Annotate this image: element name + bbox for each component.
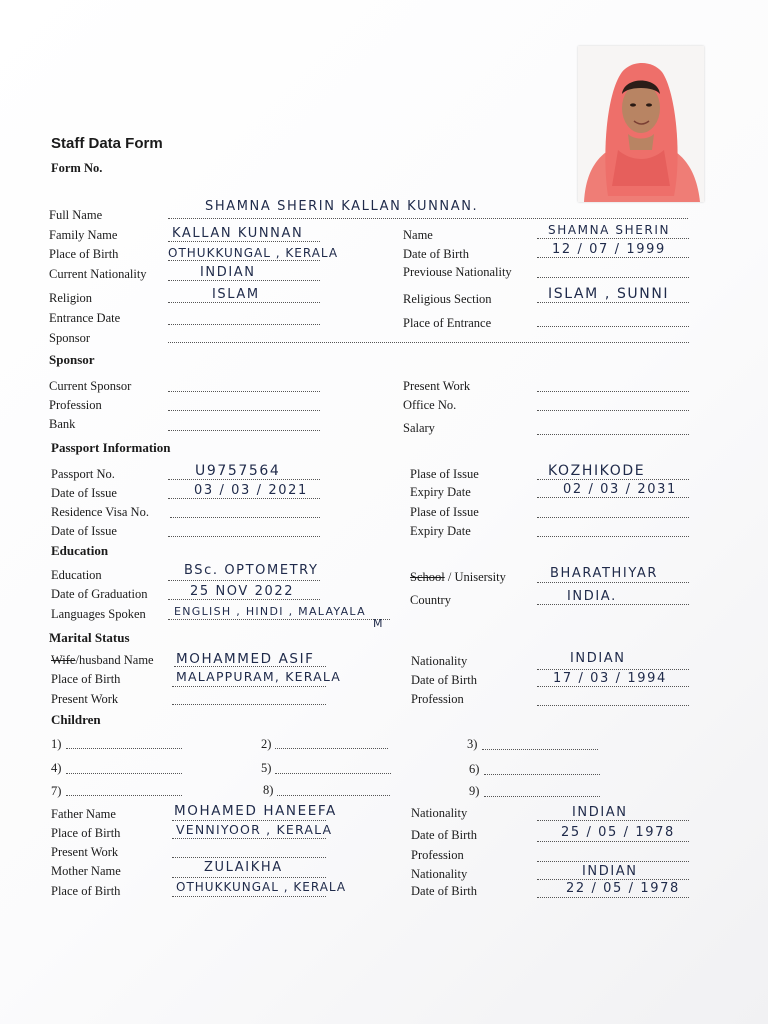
- university-label: [410, 570, 506, 585]
- child-5-label: 5): [261, 761, 272, 775]
- father-place-of-birth-line: [172, 838, 326, 839]
- residence-visa-no-line: [170, 517, 320, 518]
- husband-name-value: MOHAMMED ASIF: [176, 651, 315, 667]
- languages-spoken-label: Languages Spoken: [51, 607, 146, 621]
- date-of-graduation-line: [168, 599, 320, 600]
- date-of-issue-value: 03 / 03 / 2021: [194, 483, 308, 498]
- mother-name-label: Mother Name: [51, 864, 121, 878]
- country-label: Country: [410, 593, 451, 607]
- languages-spoken-line: [168, 619, 390, 620]
- bank-label: Bank: [49, 417, 76, 431]
- child-9-line: [484, 796, 600, 797]
- child-1-line: [66, 748, 182, 749]
- sponsor-line: [168, 342, 689, 343]
- bank-line: [168, 430, 320, 431]
- country-value: INDIA.: [567, 589, 617, 604]
- husband-nationality-value: INDIAN: [570, 651, 626, 666]
- father-name-value: MOHAMED HANEEFA: [174, 803, 337, 819]
- child-9-label: 9): [469, 784, 480, 798]
- child-8-label: 8): [263, 783, 274, 797]
- mother-place-of-birth-label: Place of Birth: [51, 884, 121, 898]
- education-line: [168, 580, 320, 581]
- languages-spoken-value: ENGLISH , HINDI , MALAYALA: [174, 605, 366, 618]
- university-line: [537, 582, 689, 583]
- child-1-label: 1): [51, 737, 62, 751]
- expiry-date-2-line: [537, 536, 689, 537]
- religion-label: Religion: [49, 291, 93, 305]
- husband-name-label-text: /husband Name: [75, 653, 154, 667]
- father-place-of-birth-value: VENNIYOOR , KERALA: [176, 822, 333, 837]
- entrance-date-line: [168, 324, 320, 325]
- family-name-value: KALLAN KUNNAN: [172, 226, 304, 241]
- mother-date-of-birth-label: Date of Birth: [411, 884, 477, 898]
- education-label: Education: [51, 568, 102, 582]
- mother-nationality-label: Nationality: [411, 867, 468, 881]
- place-of-issue-2-label: Plase of Issue: [410, 505, 479, 519]
- form-no-label: Form No.: [51, 161, 103, 175]
- child-4-line: [66, 773, 182, 774]
- father-nationality-line: [537, 820, 689, 821]
- family-name-line: [168, 241, 320, 242]
- office-no-line: [537, 410, 689, 411]
- child-2-line: [275, 748, 388, 749]
- school-struck-label: School: [410, 570, 445, 584]
- date-of-issue-label: Date of Issue: [51, 486, 117, 500]
- name-value: SHAMNA SHERIN: [548, 223, 671, 237]
- office-no-label: Office No.: [403, 398, 457, 412]
- languages-spoken-value-end: M: [373, 617, 385, 630]
- section-education: Education: [51, 543, 109, 558]
- place-of-issue-line: [537, 479, 689, 480]
- father-present-work-line: [172, 857, 326, 858]
- passport-no-value: U9757564: [195, 463, 281, 479]
- father-profession-label: Profession: [411, 848, 464, 862]
- husband-name-label: [51, 653, 154, 668]
- religion-value: ISLAM: [212, 287, 260, 302]
- residence-visa-no-label: Residence Visa No.: [51, 505, 149, 519]
- child-6-line: [484, 774, 600, 775]
- child-6-label: 6): [469, 762, 480, 776]
- husband-profession-label: Profession: [411, 692, 464, 706]
- full-name-label: Full Name: [49, 208, 103, 222]
- father-date-of-birth-value: 25 / 05 / 1978: [561, 825, 675, 840]
- religious-section-value: ISLAM , SUNNI: [548, 286, 670, 302]
- husband-place-of-birth-line: [172, 686, 326, 687]
- current-sponsor-line: [168, 391, 320, 392]
- name-label: Name: [403, 228, 433, 242]
- salary-line: [537, 434, 689, 435]
- place-of-issue-label: Plase of Issue: [410, 467, 479, 481]
- husband-nationality-label: Nationality: [411, 654, 468, 668]
- father-nationality-value: INDIAN: [572, 805, 628, 820]
- previous-nationality-line: [537, 277, 689, 278]
- mother-date-of-birth-value: 22 / 05 / 1978: [566, 881, 680, 896]
- mother-date-of-birth-line: [537, 897, 689, 898]
- sponsor-label: Sponsor: [49, 331, 90, 345]
- entrance-date-label: Entrance Date: [49, 311, 121, 325]
- previous-nationality-label: Previouse Nationality: [403, 265, 512, 279]
- date-of-birth-label: Date of Birth: [403, 247, 469, 261]
- date-of-graduation-value: 25 NOV 2022: [190, 584, 295, 599]
- child-7-label: 7): [51, 784, 62, 798]
- expiry-date-2-label: Expiry Date: [410, 524, 471, 538]
- place-of-entrance-label: Place of Entrance: [403, 316, 492, 330]
- place-of-issue-value: KOZHIKODE: [548, 463, 646, 479]
- date-of-issue-2-line: [168, 536, 320, 537]
- profession-line: [168, 410, 320, 411]
- date-of-birth-value: 12 / 07 / 1999: [552, 242, 666, 257]
- university-label-text: / Unisersity: [444, 570, 506, 584]
- place-of-issue-2-line: [537, 517, 689, 518]
- present-work-line: [537, 391, 689, 392]
- father-place-of-birth-label: Place of Birth: [51, 826, 121, 840]
- child-3-label: 3): [467, 737, 478, 751]
- religion-line: [168, 302, 320, 303]
- country-line: [537, 604, 689, 605]
- child-2-label: 2): [261, 737, 272, 751]
- salary-label: Salary: [403, 421, 435, 435]
- place-of-birth-value: OTHUKKUNGAL , KERALA: [168, 246, 339, 260]
- place-of-birth-line: [168, 260, 320, 261]
- place-of-entrance-line: [537, 326, 689, 327]
- religious-section-label: Religious Section: [403, 292, 492, 306]
- husband-place-of-birth-label: Place of Birth: [51, 672, 121, 686]
- education-value: BSc. OPTOMETRY: [184, 563, 319, 578]
- father-nationality-label: Nationality: [411, 806, 468, 820]
- date-of-birth-line: [537, 257, 689, 258]
- husband-date-of-birth-value: 17 / 03 / 1994: [553, 671, 667, 686]
- mother-name-line: [172, 877, 326, 878]
- husband-date-of-birth-label: Date of Birth: [411, 673, 477, 687]
- current-nationality-line: [168, 280, 320, 281]
- child-4-label: 4): [51, 761, 62, 775]
- section-children: Children: [51, 712, 101, 727]
- child-7-line: [66, 795, 182, 796]
- place-of-birth-label: Place of Birth: [49, 247, 119, 261]
- expiry-date-label: Expiry Date: [410, 485, 471, 499]
- husband-profession-line: [537, 705, 689, 706]
- father-profession-line: [537, 861, 689, 862]
- applicant-photo-image: [578, 46, 704, 202]
- full-name-line: [168, 218, 688, 219]
- date-of-issue-line: [168, 498, 320, 499]
- husband-present-work-label: Present Work: [51, 692, 119, 706]
- passport-no-label: Passport No.: [51, 467, 115, 481]
- child-8-line: [277, 795, 390, 796]
- profession-label: Profession: [49, 398, 102, 412]
- section-passport: Passport Information: [51, 440, 171, 455]
- expiry-date-value: 02 / 03 / 2031: [563, 482, 677, 497]
- mother-place-of-birth-line: [172, 896, 326, 897]
- husband-date-of-birth-line: [537, 686, 689, 687]
- father-name-line: [172, 820, 326, 821]
- current-nationality-value: INDIAN: [200, 265, 256, 280]
- family-name-label: Family Name: [49, 228, 118, 242]
- child-5-line: [275, 773, 391, 774]
- father-date-of-birth-label: Date of Birth: [411, 828, 477, 842]
- full-name-value: SHAMNA SHERIN KALLAN KUNNAN.: [205, 199, 479, 214]
- father-present-work-label: Present Work: [51, 845, 119, 859]
- mother-nationality-value: INDIAN: [582, 864, 638, 879]
- husband-nationality-line: [537, 669, 689, 670]
- husband-present-work-line: [172, 704, 326, 705]
- religious-section-line: [537, 302, 689, 303]
- university-value: BHARATHIYAR: [550, 566, 658, 581]
- mother-nationality-line: [537, 879, 689, 880]
- section-sponsor: Sponsor: [49, 352, 95, 367]
- present-work-label: Present Work: [403, 379, 471, 393]
- current-nationality-label: Current Nationality: [49, 267, 147, 281]
- form-title: Staff Data Form: [51, 135, 163, 152]
- father-name-label: Father Name: [51, 807, 116, 821]
- name-line: [537, 238, 689, 239]
- mother-place-of-birth-value: OTHUKKUNGAL , KERALA: [176, 880, 347, 894]
- passport-no-line: [168, 479, 320, 480]
- date-of-issue-2-label: Date of Issue: [51, 524, 117, 538]
- current-sponsor-label: Current Sponsor: [49, 379, 132, 393]
- child-3-line: [482, 749, 598, 750]
- expiry-date-line: [537, 497, 689, 498]
- date-of-graduation-label: Date of Graduation: [51, 587, 148, 601]
- mother-name-value: ZULAIKHA: [204, 860, 283, 875]
- applicant-photo: [578, 46, 704, 202]
- husband-place-of-birth-value: MALAPPURAM, KERALA: [176, 669, 342, 684]
- section-marital-status: Marital Status: [49, 630, 130, 645]
- father-date-of-birth-line: [537, 841, 689, 842]
- wife-struck-label: Wife: [51, 653, 76, 667]
